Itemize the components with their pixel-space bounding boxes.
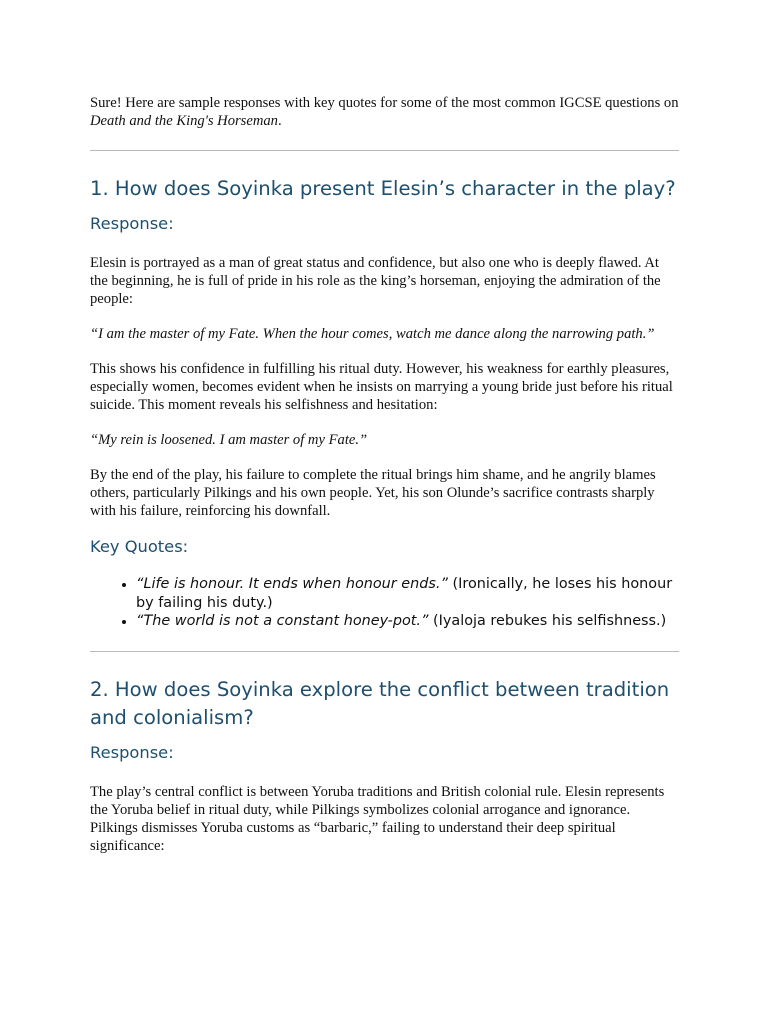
- section1-quote-1: “I am the master of my Fate. When the hour comes, watch me dance along the narrowing path.”: [90, 326, 655, 342]
- key-quote-text: “The world is not a constant honey-pot.”: [136, 613, 429, 629]
- section1-heading: 1. How does Soyinka present Elesin’s character in the play?: [90, 177, 676, 200]
- section1-paragraph-1: Elesin is portrayed as a man of great status and confidence, but also one who is deeply flawed. At the beginning, he is full of pride in his role as the king’s horseman, enjoying the admiration of the people:: [90, 255, 661, 307]
- section-divider: [90, 150, 679, 151]
- list-item: [136, 575, 680, 612]
- intro-paragraph: [90, 94, 680, 130]
- key-quote-note: (Iyaloja rebukes his selfishness.): [428, 613, 667, 629]
- list-item: [136, 612, 680, 631]
- play-title: Death and the King's Horseman: [90, 113, 278, 129]
- section2-response-label: Response:: [90, 742, 174, 762]
- section-divider: [90, 651, 679, 652]
- section1-key-quotes-label: Key Quotes:: [90, 537, 189, 556]
- intro-text: Sure! Here are sample responses with key quotes for some of the most common IGCSE questions on: [90, 95, 679, 111]
- key-quote-note: (Ironically, he loses his honour by failing his duty.): [136, 576, 673, 611]
- section1-paragraph-3: By the end of the play, his failure to complete the ritual brings him shame, and he angrily blames others, particularly Pilkings and his own people. Yet, his son Olunde’s sacrifice contrasts sharply with his failure, reinforcing his downfall.: [90, 467, 656, 519]
- section2-heading: 2. How does Soyinka explore the conflict between tradition and colonialism?: [90, 677, 670, 729]
- section1-paragraph-2: This shows his confidence in fulfilling his ritual duty. However, his weakness for earthly pleasures, especially women, becomes evident when he insists on marrying a young bride just before his ritual suicide. This moment reveals his selfishness and hesitation:: [90, 361, 673, 413]
- section1-quote-2: “My rein is loosened. I am master of my Fate.”: [90, 432, 368, 448]
- section1-response-label: Response:: [90, 214, 174, 233]
- document-page: [90, 94, 680, 855]
- intro-period: .: [277, 113, 282, 129]
- key-quotes-list: [90, 575, 680, 631]
- key-quote-text: “Life is honour. It ends when honour ends.”: [136, 576, 448, 592]
- section2-paragraph-1: The play’s central conflict is between Yoruba traditions and British colonial rule. Elesin represents the Yoruba belief in ritual duty, while Pilkings symbolizes colonial arrogance and ignorance. Pilkings dismisses Yoruba customs as “barbaric,” failing to understand their deep spiritual significance:: [90, 783, 665, 854]
